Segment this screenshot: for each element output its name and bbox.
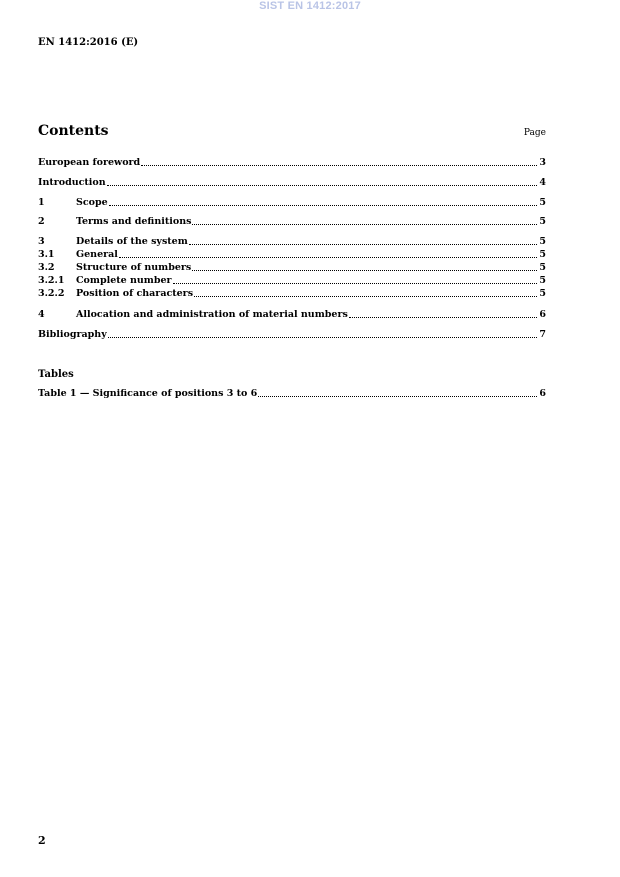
toc-entry[interactable] [38,275,546,287]
toc-entry-page: 6 [539,309,546,320]
toc-entry-page: 5 [539,197,546,208]
toc-entry-title: Complete number [76,275,172,286]
leader-dots [192,216,537,225]
table-list-entry[interactable] [38,388,546,400]
toc-entry-page: 5 [539,249,546,260]
page-number: 2 [38,834,46,847]
toc-entry[interactable] [38,216,546,228]
toc-entry-title: Scope [76,197,108,208]
toc-entry-title: Allocation and administration of material numbers [76,309,348,320]
table-entry-title: Table 1 — Significance of positions 3 to 6 [38,388,258,399]
toc-entry-page: 5 [539,262,546,273]
toc-entry-title: Terms and definitions [76,216,192,227]
page-column-label: Page [523,128,546,138]
toc-entry[interactable] [38,157,546,169]
toc-entry-number: 3.1 [38,249,55,260]
toc-entry-number: 3.2.1 [38,275,65,286]
toc-entry-number: 3 [38,236,45,247]
leader-dots [349,309,537,318]
tables-heading: Tables [38,369,74,380]
leader-dots [189,236,537,245]
toc-entry-page: 7 [539,329,546,340]
toc-entry-number: 2 [38,216,45,227]
leader-dots [119,249,537,258]
toc-entry-title: European foreword [38,157,141,168]
toc-entry-title: Position of characters [76,288,194,299]
toc-entry[interactable] [38,329,546,341]
toc-entry-title: Introduction [38,177,106,188]
toc-entry-number: 3.2.2 [38,288,65,299]
document-id: EN 1412:2016 (E) [38,37,139,48]
toc-entry-number: 4 [38,309,45,320]
toc-entry-number: 3.2 [38,262,55,273]
toc-entry[interactable] [38,249,546,261]
toc-entry-title: Structure of numbers [76,262,192,273]
toc-entry-title: Bibliography [38,329,107,340]
toc-entry[interactable] [38,197,546,209]
leader-dots [109,197,537,206]
watermark: SIST EN 1412:2017 [259,0,361,12]
toc-entry-page: 5 [539,236,546,247]
contents-title: Contents [38,123,109,139]
contents-heading [38,123,546,143]
toc-entry-page: 3 [539,157,546,168]
toc-entry-page: 5 [539,288,546,299]
toc-entry[interactable] [38,236,546,248]
toc-entry[interactable] [38,177,546,189]
leader-dots [108,329,537,338]
toc-entry-title: General [76,249,118,260]
toc-entry-page: 4 [539,177,546,188]
leader-dots [194,288,537,297]
table-entry-page: 6 [539,388,546,399]
leader-dots [258,388,537,397]
toc-entry-title: Details of the system [76,236,188,247]
leader-dots [107,177,537,186]
toc-entry[interactable] [38,288,546,300]
toc-entry-page: 5 [539,216,546,227]
toc-entry[interactable] [38,262,546,274]
toc-entry[interactable] [38,309,546,321]
leader-dots [192,262,537,271]
leader-dots [141,157,537,166]
toc-entry-number: 1 [38,197,45,208]
leader-dots [173,275,537,284]
toc-entry-page: 5 [539,275,546,286]
